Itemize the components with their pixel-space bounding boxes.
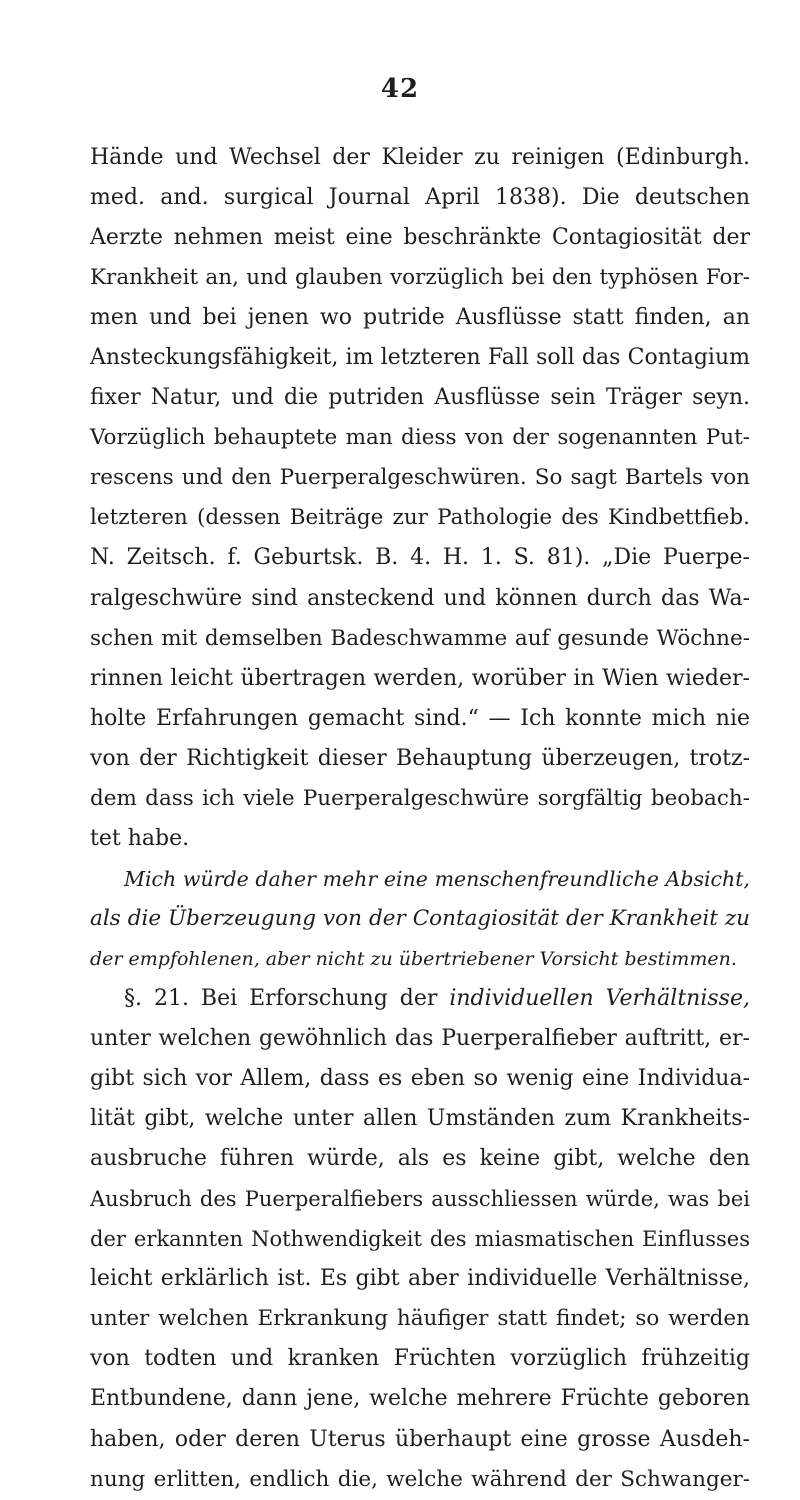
text-line: von todten und kranken Früchten vorzüglich frühzeitig xyxy=(90,1346,750,1372)
text-line: Ausbruch des Puerperalfiebers ausschliessen würde, was bei xyxy=(90,1187,750,1212)
text-line: ausbruche führen würde, als es keine gibt, welche den xyxy=(90,1146,750,1172)
text-line: ralgeschwüre sind ansteckend und können durch das Wa- xyxy=(90,585,750,611)
text-line: N. Zeitsch. f. Geburtsk. B. 4. H. 1. S. 81). „Die Puerpe- xyxy=(90,545,750,571)
text-line: med. and. surgical Journal April 1838). Die deutschen xyxy=(90,185,750,211)
text-line: nung erlitten, endlich die, welche während der Schwanger- xyxy=(90,1466,750,1492)
section-lead-text: §. 21. Bei Erforschung der xyxy=(124,985,450,1011)
text-line: Ansteckungsfähigkeit, im letzteren Fall soll das Contagium xyxy=(90,345,750,371)
text-line: unter welchen Erkrankung häufiger statt findet; so werden xyxy=(90,1306,750,1332)
text-line: dem dass ich viele Puerperalgeschwüre sorgfältig beobach- xyxy=(90,785,750,811)
section-heading-line xyxy=(90,979,750,1019)
text-line: rinnen leicht übertragen werden, worüber in Wien wieder- xyxy=(90,665,750,691)
text-line: lität gibt, welche unter allen Umständen zum Krankheits- xyxy=(90,1106,750,1132)
page-number: 42 xyxy=(380,74,420,104)
text-line: leicht erklärlich ist. Es gibt aber individuelle Verhältnisse, xyxy=(90,1266,750,1292)
text-line: schen mit demselben Badeschwamme auf gesunde Wöchne- xyxy=(90,625,750,651)
text-line: Vorzüglich behauptete man diess von der sogenannten Put- xyxy=(90,425,750,451)
text-line: letzteren (dessen Beiträge zur Pathologie des Kindbettfieb. xyxy=(90,505,750,531)
italic-text-line: der empfohlenen, aber nicht zu übertriebener Vorsicht bestimmen. xyxy=(90,947,737,970)
text-line: der erkannten Nothwendigkeit des miasmatischen Einflusses xyxy=(90,1227,750,1252)
text-line: haben, oder deren Uterus überhaupt eine grosse Ausdeh- xyxy=(90,1426,750,1452)
text-line: von der Richtigkeit dieser Behauptung überzeugen, trotz- xyxy=(90,745,750,771)
italic-text-line: als die Überzeugung von der Contagiosität der Krankheit zu xyxy=(90,905,750,931)
text-line: unter welchen gewöhnlich das Puerperalfieber auftritt, er- xyxy=(90,1026,750,1052)
text-line: Krankheit an, und glauben vorzüglich bei den typhösen For- xyxy=(90,265,750,291)
text-line: Aerzte nehmen meist eine beschränkte Contagiosität der xyxy=(90,225,750,251)
text-line: holte Erfahrungen gemacht sind.“ — Ich konnte mich nie xyxy=(90,705,750,731)
text-line: rescens und den Puerperalgeschwüren. So sagt Bartels von xyxy=(90,465,750,491)
italic-text-line: Mich würde daher mehr eine menschenfreundliche Absicht, xyxy=(124,866,750,891)
section-italic-term: individuellen Verhältnisse, xyxy=(449,985,750,1011)
text-line: Hände und Wechsel der Kleider zu reinigen (Edinburgh. xyxy=(90,145,750,170)
body-text xyxy=(90,138,750,1500)
paragraph-end-line: tet habe. xyxy=(90,825,190,851)
text-line: fixer Natur, und die putriden Ausflüsse sein Träger seyn. xyxy=(90,385,750,411)
text-line: gibt sich vor Allem, dass es eben so wenig eine Individua- xyxy=(90,1066,750,1092)
text-line: Entbundene, dann jene, welche mehrere Früchte geboren xyxy=(90,1386,750,1412)
text-line: men und bei jenen wo putride Ausflüsse statt finden, an xyxy=(90,305,750,331)
